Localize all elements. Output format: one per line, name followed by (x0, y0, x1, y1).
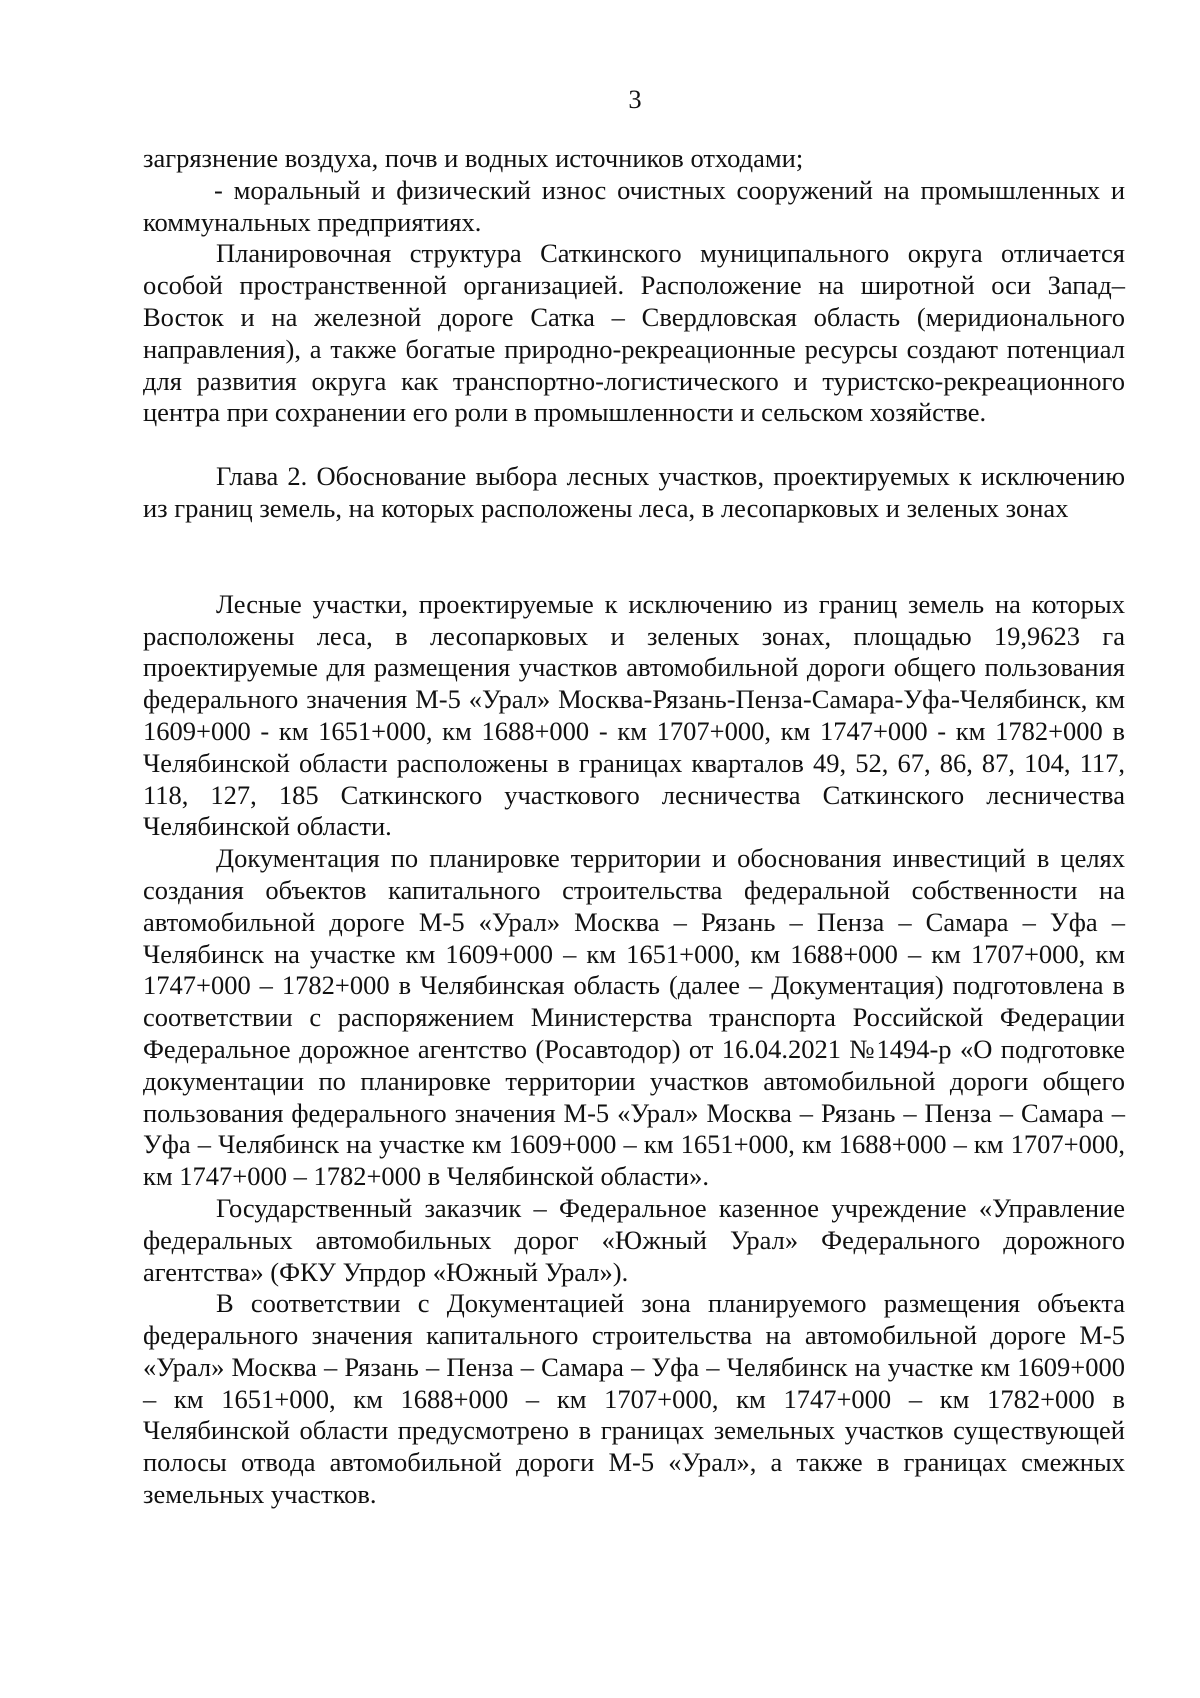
list-item-wear: - моральный и физический износ очистных сооружений на промышленных и коммунальных предприятиях. (143, 174, 1125, 237)
blank-line (143, 429, 1125, 461)
paragraph-documentation: Документация по планировке территории и обоснования инвестиций в целях создания объектов капитального строительства федеральной собственности на автомобильной дороге М-5 «Урал» Москва – Рязань – Пенза – Самара – Уфа –Челябинск на участке км 1609+000 – км 1651+000, км 1688+000 – км 1707+000, км 1747+000 – 1782+000 в Челябинская область (далее – Документация) подготовлена в соответствии с распоряжением Министерства транспорта Российской Федерации Федеральное дорожное агентство (Росавтодор) от 16.04.2021 №1494-р «О подготовке документации по планировке территории участков автомобильной дороги общего пользования федерального значения М-5 «Урал» Москва – Рязань – Пенза – Самара – Уфа – Челябинск на участке км 1609+000 – км 1651+000, км 1688+000 – км 1707+000, км 1747+000 – 1782+000 в Челябинской области». (143, 843, 1125, 1192)
paragraph-pollution-tail: загрязнение воздуха, почв и водных источников отходами; (143, 143, 804, 173)
paragraph-planning-structure: Планировочная структура Саткинского муниципального округа отличается особой пространственной организацией. Расположение на широтной оси Запад–Восток и на железной дороге Сатка – Свердловская область (меридионального направления), а также богатые природно-рекреационные ресурсы создают потенциал для развития округа как транспортно-логистического и туристско-рекреационного центра при сохранении его роли в промышленности и сельском хозяйстве. (143, 238, 1125, 428)
paragraph-state-customer: Государственный заказчик – Федеральное казенное учреждение «Управление федеральных автомобильных дорог «Южный Урал» Федерального дорожного агентства» (ФКУ Упрдор «Южный Урал»). (143, 1192, 1125, 1287)
blank-line (143, 525, 1125, 589)
paragraph-placement-zone: В соответствии с Документацией зона планируемого размещения объекта федерального значения капитального строительства на автомобильной дороге М-5 «Урал» Москва – Рязань – Пенза – Самара – Уфа – Челябинск на участке км 1609+000 – км 1651+000, км 1688+000 – км 1707+000, км 1747+000 – км 1782+000 в Челябинской области предусмотрено в границах земельных участков существующей полосы отвода автомобильной дороги М-5 «Урал», а также в границах смежных земельных участков. (143, 1288, 1125, 1510)
chapter-heading: Глава 2. Обоснование выбора лесных участков, проектируемых к исключению из границ земель, на которых расположены леса, в лесопарковых и зеленых зонах (143, 461, 1125, 523)
paragraph-forest-plots: Лесные участки, проектируемые к исключению из границ земель на которых расположены леса, в лесопарковых и зеленых зонах, площадью 19,9623 га проектируемые для размещения участков автомобильной дороги общего пользования федерального значения М-5 «Урал» Москва-Рязань-Пенза-Самара-Уфа-Челябинск, км 1609+000 - км 1651+000, км 1688+000 - км 1707+000, км 1747+000 - км 1782+000 в Челябинской области расположены в границах кварталов 49, 52, 67, 86, 87, 104, 117, 118, 127, 185 Саткинского участкового лесничества Саткинского лесничества Челябинской области. (143, 588, 1125, 842)
page-number: 3 (628, 84, 642, 114)
document-body (143, 143, 1125, 1511)
